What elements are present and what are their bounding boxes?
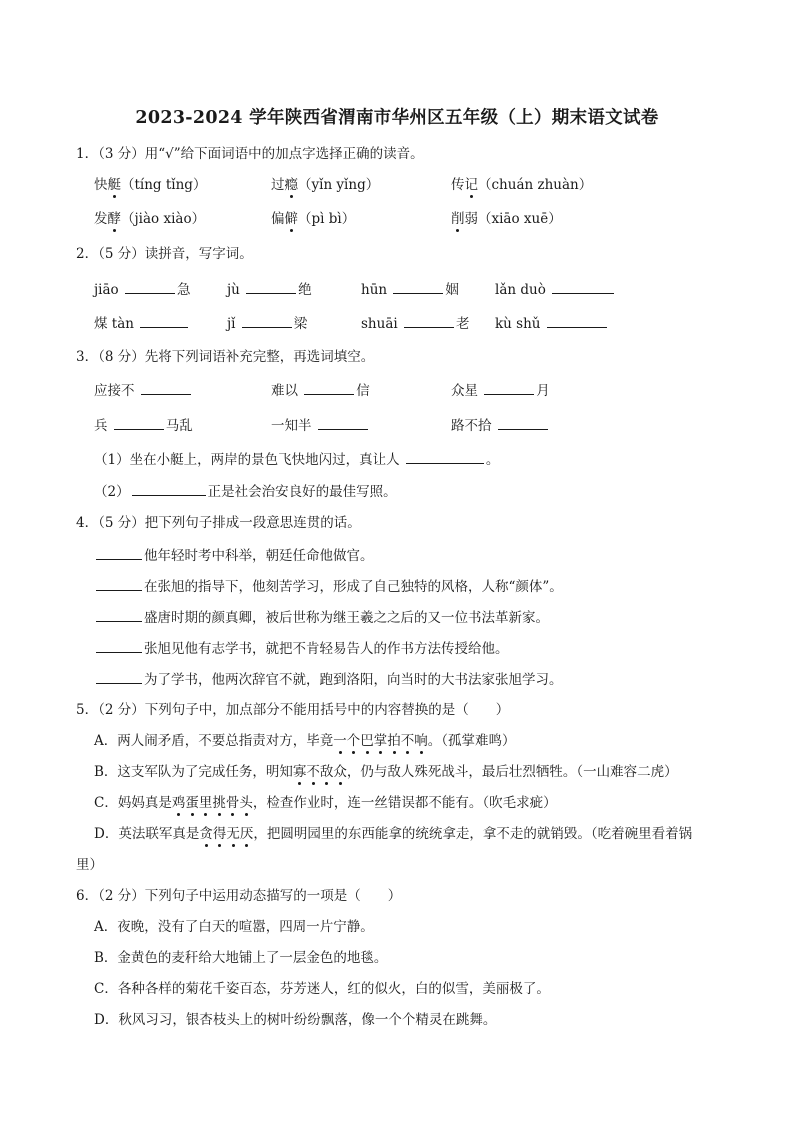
- emphasis-char: 贪: [199, 826, 213, 842]
- q2-item: jǐ 梁: [227, 316, 308, 332]
- emphasis-char: 敌: [319, 764, 334, 780]
- emphasis-char: 蛋: [185, 795, 199, 811]
- q5-option-d-continued: 里）: [76, 857, 103, 873]
- emphasis-char: 挑: [212, 795, 226, 811]
- q2-item: lǎn duò: [495, 280, 616, 299]
- emphasis-char: 鸡: [171, 795, 186, 811]
- q2-stem: 2．（5 分）读拼音，写字词。: [76, 246, 253, 262]
- q6-stem: 6．（2 分）下列句子中运用动态描写的一项是（ ）: [76, 888, 402, 904]
- answer-blank[interactable]: [140, 314, 188, 328]
- q3-item: 一知半: [271, 416, 370, 435]
- emphasis-char: 寡: [292, 764, 307, 780]
- emphasis-char: 巴: [360, 733, 374, 749]
- answer-blank[interactable]: [96, 546, 142, 560]
- emphasis-char: 一: [333, 733, 347, 749]
- answer-blank[interactable]: [547, 314, 607, 328]
- answer-blank[interactable]: [404, 314, 454, 328]
- q3-item: 兵 马乱: [94, 418, 193, 434]
- emphasis-char: 里: [198, 795, 213, 811]
- answer-blank[interactable]: [318, 416, 368, 430]
- q6-option-a: A．夜晚，没有了白天的喧嚣，四周一片宁静。: [94, 919, 374, 935]
- q3-stem: 3．（8 分）先将下列词语补充完整，再选词填空。: [76, 349, 375, 365]
- q5-option-a: A．两人闹矛盾，不要总指责对方，毕竟一个巴掌拍不响。（孤掌难鸣）: [94, 733, 516, 749]
- answer-blank[interactable]: [304, 381, 354, 395]
- q1-item: 快艇（tíng tǐng）: [94, 177, 207, 193]
- emphasis-char: 无: [226, 826, 240, 842]
- answer-blank[interactable]: [96, 639, 142, 653]
- q5-option-c: C．妈妈真是鸡蛋里挑骨头，检查作业时，连一丝错误都不能有。（吹毛求疵）: [94, 795, 557, 811]
- q5-stem: 5．（2 分）下列句子中，加点部分不能用括号中的内容替换的是（ ）: [76, 702, 510, 718]
- q1-item: 过瘾（yǐn yǐng）: [271, 177, 380, 193]
- answer-blank[interactable]: [96, 608, 142, 622]
- answer-blank[interactable]: [393, 280, 443, 294]
- q3-sub1: （1）坐在小艇上，两岸的景色飞快地闪过，真让人 。: [94, 452, 500, 468]
- q3-item: 众星 月: [451, 383, 550, 399]
- answer-blank[interactable]: [406, 450, 484, 464]
- q2-item: jù 绝: [227, 282, 312, 298]
- q5-option-b: B．这支军队为了完成任务，明知寡不敌众，仍与敌人殊死战斗，最后壮烈牺牲。（一山难容二虎）: [94, 764, 678, 780]
- answer-blank[interactable]: [484, 381, 534, 395]
- answer-blank[interactable]: [552, 280, 614, 294]
- q6-option-b: B．金黄色的麦秆给大地铺上了一层金色的地毯。: [94, 950, 388, 966]
- page-title: 2023-2024 学年陕西省渭南市华州区五年级（上）期末语文试卷: [135, 108, 659, 128]
- emphasis-char: 拍: [387, 733, 401, 749]
- q2-item: kù shǔ: [495, 314, 609, 333]
- answer-blank[interactable]: [125, 280, 175, 294]
- q4-line: 张旭见他有志学书，就把不肯轻易告人的作书方法传授给他。: [94, 639, 509, 658]
- emphasis-char: 掌: [373, 733, 388, 749]
- q6-option-c: C．各种各样的菊花千姿百态，芬芳迷人，红的似火，白的似雪，美丽极了。: [94, 981, 550, 997]
- emphasis-char: 个: [346, 733, 361, 749]
- q1-item: 发酵（jiào xiào）: [94, 211, 206, 227]
- answer-blank[interactable]: [114, 416, 164, 430]
- q3-item: 难以 信: [271, 383, 370, 399]
- q4-line: 盛唐时期的颜真卿，被后世称为继王羲之之后的又一位书法革新家。: [94, 608, 549, 627]
- answer-blank[interactable]: [141, 381, 191, 395]
- answer-blank[interactable]: [246, 280, 296, 294]
- answer-blank[interactable]: [96, 577, 142, 591]
- answer-blank[interactable]: [498, 416, 548, 430]
- q4-line: 在张旭的指导下，他刻苦学习，形成了自己独特的风格，人称“颜体”。: [94, 577, 563, 596]
- emphasis-char: 响: [414, 733, 428, 749]
- q6-option-d: D．秋风习习，银杏枝头上的树叶纷纷飘落，像一个个精灵在跳舞。: [94, 1012, 497, 1028]
- answer-blank[interactable]: [132, 482, 206, 496]
- q1-stem: 1．（3 分）用“√”给下面词语中的加点字选择正确的读音。: [76, 146, 424, 162]
- q4-line: 为了学书，他两次辞官不就，跑到洛阳，向当时的大书法家张旭学习。: [94, 670, 563, 689]
- q5-option-d: D．英法联军真是贪得无厌，把圆明园里的东西能拿的统统拿走，拿不走的就销毁。（吃着碗里看着锅: [94, 826, 693, 842]
- emphasis-char: 骨: [225, 795, 240, 811]
- q3-item: 路不拾: [451, 416, 550, 435]
- q2-item: hūn 姻: [361, 282, 459, 298]
- emphasis-char: 厌: [239, 826, 254, 842]
- q1-item: 偏僻（pì bì）: [271, 211, 356, 227]
- emphasis-char: 众: [333, 764, 347, 780]
- emphasis-char: 头: [239, 795, 253, 811]
- q2-item: 煤 tàn: [94, 314, 190, 333]
- answer-blank[interactable]: [242, 314, 292, 328]
- q4-stem: 4．（5 分）把下列句子排成一段意思连贯的话。: [76, 515, 361, 531]
- q2-item: jiāo 急: [94, 282, 191, 298]
- q1-item: 传记（chuán zhuàn）: [451, 177, 593, 193]
- q4-line: 他年轻时考中科举，朝廷任命他做官。: [94, 546, 374, 565]
- emphasis-char: 不: [306, 764, 320, 780]
- q3-sub2: （2） 正是社会治安良好的最佳写照。: [94, 484, 397, 500]
- emphasis-char: 不: [400, 733, 415, 749]
- q3-item: 应接不: [94, 381, 193, 400]
- emphasis-char: 得: [212, 826, 227, 842]
- q2-item: shuāi 老: [361, 316, 470, 332]
- q1-item: 削弱（xiāo xuē）: [451, 211, 562, 227]
- answer-blank[interactable]: [96, 670, 142, 684]
